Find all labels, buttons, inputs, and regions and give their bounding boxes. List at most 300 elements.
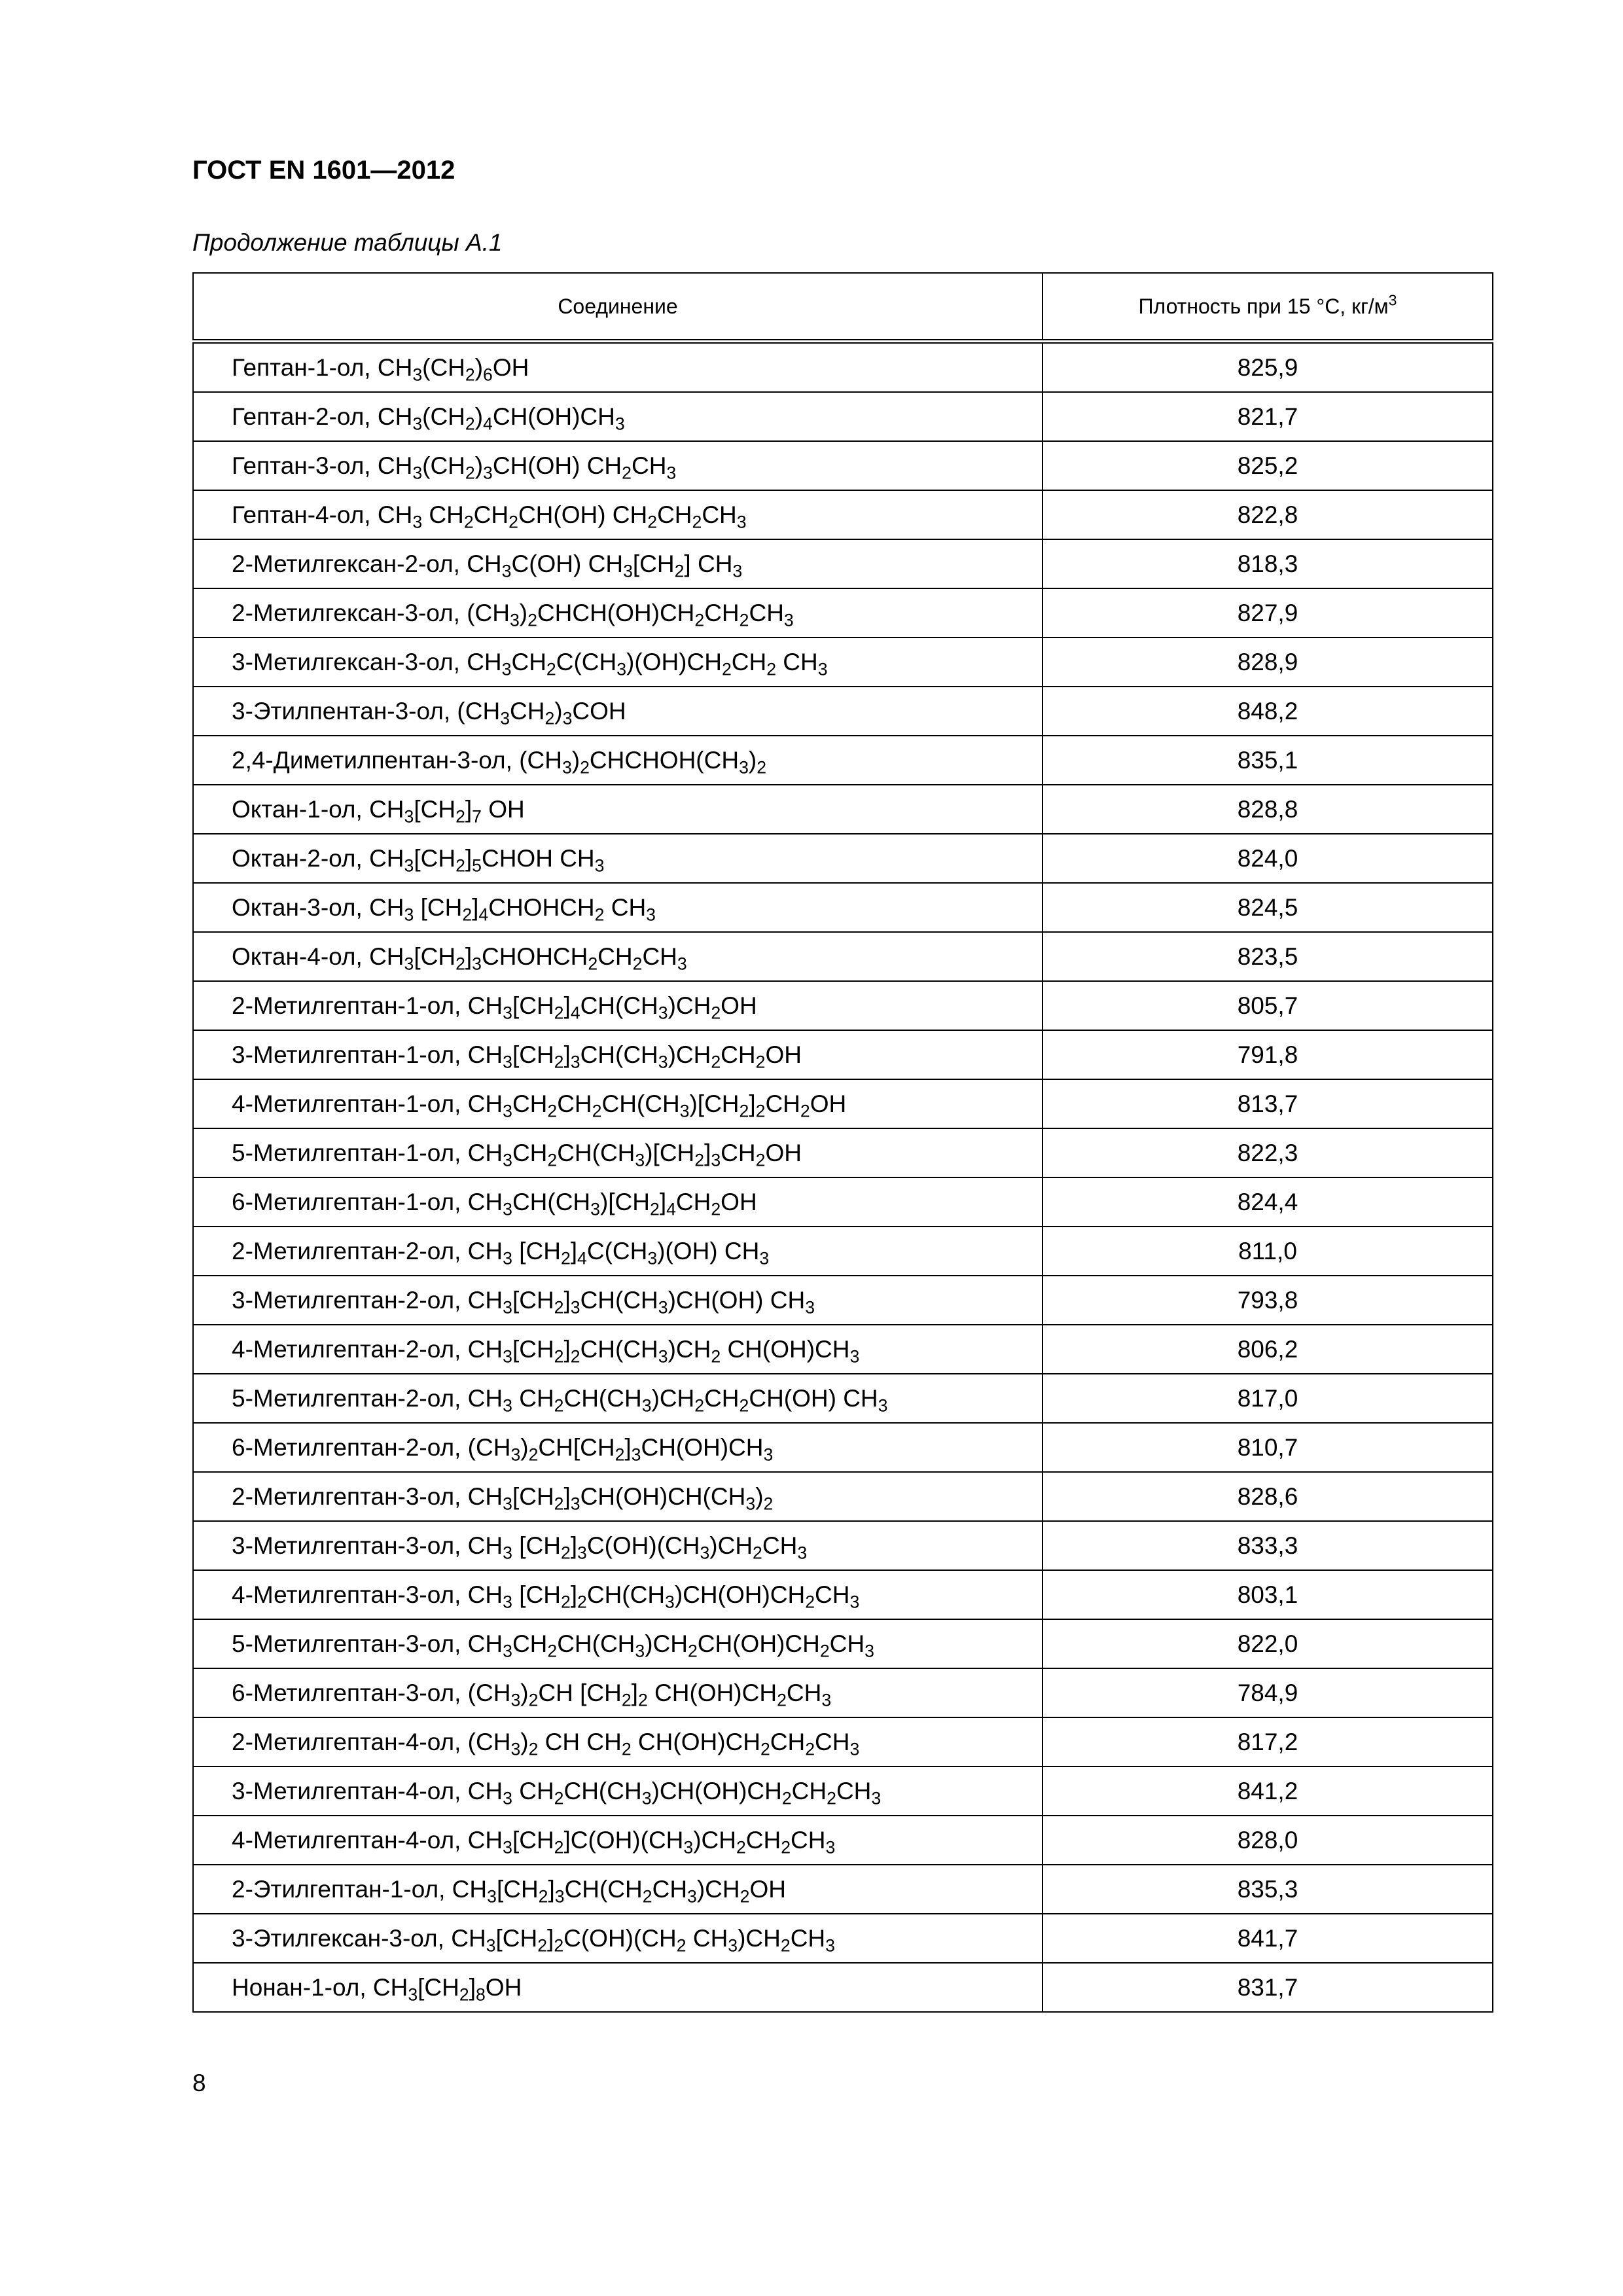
formula-subscript: 3 [503,1787,512,1808]
formula-text: CH [377,353,413,381]
density-value: 825,2 [1043,441,1493,490]
formula-text: ] [472,893,479,921]
table-body [193,342,1493,2013]
formula-text: CHCHOH(CH [589,746,740,774]
compound-formula [377,353,529,384]
compound-name: Нонан-1-ол, [232,1973,373,2001]
density-value: 828,9 [1043,637,1493,687]
density-value: 827,9 [1043,588,1493,637]
formula-subscript: 3 [683,1837,694,1857]
formula-subscript: 2 [650,1198,660,1219]
formula-text: CH [CH [538,1679,622,1706]
formula-subscript: 2 [554,1002,564,1022]
compound-name: 2-Метилгептан-1-ол, [232,992,468,1019]
formula-text: ] [749,1090,756,1117]
formula-text: ) [571,746,580,774]
formula-subscript: 2 [508,511,518,531]
formula-text: CH(OH)CH [647,1679,777,1706]
compound-name: Гептан-1-ол, [232,353,378,381]
formula-text: CH(CH [557,1139,635,1166]
formula-subscript: 3 [759,1247,770,1268]
formula-subscript: 3 [739,757,749,777]
formula-subscript: 3 [631,1444,641,1464]
formula-subscript: 3 [821,1689,832,1710]
compound-name: Октан-1-ол, [232,795,370,823]
formula-text: [CH [414,844,456,872]
density-value: 818,3 [1043,539,1493,588]
compound-formula [369,795,525,826]
formula-text: CHCH(OH)CH [537,599,695,626]
formula-text: CH(CH [580,1286,658,1314]
density-value: 835,1 [1043,736,1493,785]
density-value: 805,7 [1043,981,1493,1030]
table-row [193,1128,1493,1177]
formula-text: [CH [418,1973,459,2001]
formula-text: CH(OH) CH [492,452,622,479]
formula-text: (CH [467,1728,511,1755]
formula-text: CH [467,1777,503,1804]
compound-name: 6-Метилгептан-3-ол, [232,1679,468,1706]
table-row [193,1276,1493,1325]
formula-subscript: 3 [615,413,625,433]
formula-subscript: 2 [465,364,475,384]
formula-text: CH [467,1090,503,1117]
formula-subscript: 2 [694,1395,705,1415]
compound-cell [193,1472,1043,1521]
formula-subscript: 3 [865,1640,874,1660]
page-number: 8 [192,2070,206,2096]
formula-subscript: 2 [692,511,702,531]
formula-subscript: 2 [805,1738,815,1759]
formula-text: (CH [457,697,501,725]
formula-subscript: 2 [577,1591,587,1611]
compound-formula [369,942,687,973]
formula-subscript: 3 [501,560,512,581]
compound-cell [193,687,1043,736]
compound-formula [467,1041,802,1071]
formula-text: CH [770,1728,806,1755]
formula-subscript: 3 [503,1346,512,1366]
formula-subscript: 2 [528,1738,539,1759]
formula-subscript: 3 [687,1886,697,1906]
formula-text: CH [836,1777,872,1804]
formula-text: )CH [668,1041,711,1068]
density-value: 835,3 [1043,1865,1493,1914]
formula-subscript: 2 [462,904,473,924]
formula-text: CH [790,1924,826,1952]
formula-text: ] [563,992,571,1019]
table-caption: Продолжение таблицы А.1 [192,229,503,256]
formula-subscript: 3 [503,1198,512,1219]
formula-text: (CH [467,1679,511,1706]
formula-subscript: 3 [483,462,493,482]
formula-subscript: 2 [827,1787,836,1808]
formula-text: CH [686,1924,728,1952]
formula-subscript: 3 [404,953,414,973]
compound-name: 3-Метилгексан-3-ол, [232,648,467,675]
table-row [193,785,1493,834]
formula-subscript: 2 [755,1149,766,1170]
formula-text: CH(OH)CH [492,403,615,430]
density-value: 825,9 [1043,342,1493,393]
density-value: 803,1 [1043,1570,1493,1619]
formula-text: CH [791,1777,827,1804]
formula-subscript: 2 [721,658,732,679]
formula-subscript: 2 [739,1100,749,1121]
compound-formula [451,1924,835,1955]
density-value: 822,8 [1043,490,1493,539]
formula-text: CH [377,501,413,528]
compound-formula [519,746,767,777]
formula-subscript: 2 [554,1837,564,1857]
compound-cell [193,981,1043,1030]
formula-text: CH [597,942,633,970]
table-row [193,1374,1493,1423]
density-value: 841,7 [1043,1914,1493,1963]
formula-subscript: 2 [546,658,556,679]
compound-cell [193,1570,1043,1619]
formula-subscript: 3 [711,1149,721,1170]
formula-text: ) [748,746,757,774]
formula-subscript: 3 [745,1493,756,1513]
compound-name: 6-Метилгептан-1-ол, [232,1188,468,1215]
formula-subscript: 3 [658,1346,668,1366]
formula-text: CH [467,648,502,675]
density-value: 831,7 [1043,1963,1493,2012]
table-header-row [193,273,1493,342]
formula-text: ) [474,353,484,381]
density-value: 824,0 [1043,834,1493,883]
formula-subscript: 2 [554,1787,564,1808]
table-row [193,588,1493,637]
density-value: 823,5 [1043,932,1493,981]
formula-text: (CH [467,1433,511,1461]
formula-subscript: 3 [503,1051,512,1071]
formula-text: ] [563,1335,571,1363]
formula-subscript: 2 [554,1493,564,1513]
formula-text: CH [467,1335,503,1363]
formula-text: OH [481,795,525,823]
formula-text: ] [469,1973,476,2001]
formula-subscript: 3 [509,609,520,630]
density-value: 810,7 [1043,1423,1493,1472]
compound-formula [467,1777,882,1808]
formula-subscript: 3 [503,1837,512,1857]
formula-text: )CH [738,1924,781,1952]
formula-subscript: 2 [621,1738,632,1759]
compound-formula [467,1482,774,1513]
formula-subscript: 2 [763,1493,774,1513]
formula-text: COH [572,697,626,725]
formula-subscript: 3 [635,1640,645,1660]
formula-text: CH [702,501,737,528]
formula-subscript: 2 [687,1640,698,1660]
formula-text: [CH [512,1826,554,1854]
compound-name: 3-Метилгептан-3-ол, [232,1532,468,1559]
formula-text: ] [563,1286,571,1314]
formula-text: )[CH [689,1090,740,1117]
table-row [193,883,1493,932]
table-row [193,1227,1493,1276]
table-row [193,1030,1493,1079]
header-density-text: Плотность при 15 °С, кг/м [1138,294,1389,318]
formula-text: C(CH [556,648,617,675]
table-row [193,637,1493,687]
formula-text: [CH [414,893,463,921]
formula-text: CH [815,1581,850,1608]
compound-cell [193,1227,1043,1276]
formula-subscript: 6 [483,364,493,384]
formula-subscript: 2 [819,1640,830,1660]
compound-cell [193,1030,1043,1079]
formula-subscript: 3 [503,1149,512,1170]
formula-text: ) [520,1433,529,1461]
density-value: 811,0 [1043,1227,1493,1276]
formula-text: ] [563,1482,571,1510]
formula-subscript: 3 [825,1837,836,1857]
formula-text: ] [465,795,473,823]
formula-subscript: 3 [412,511,423,531]
table-row [193,1079,1493,1128]
compound-formula [467,1581,860,1611]
density-value: 806,2 [1043,1325,1493,1374]
formula-text: CH [791,1826,826,1854]
formula-subscript: 3 [472,953,482,973]
table-row [193,1177,1493,1227]
density-value: 824,5 [1043,883,1493,932]
formula-text: CH [786,1679,822,1706]
formula-text: [CH [495,1924,538,1952]
formula-text: )CH(OH)CH [674,1581,806,1608]
formula-subscript: 2 [766,658,777,679]
formula-subscript: 3 [763,1444,774,1464]
formula-subscript: 4 [478,904,489,924]
table-row [193,1619,1493,1668]
formula-text: CH [467,1581,503,1608]
compound-name: 3-Метилгептан-1-ол, [232,1041,468,1068]
formula-text: CH(CH [580,992,658,1019]
formula-text: CH(CH [601,1090,680,1117]
formula-subscript: 2 [676,1935,687,1955]
compound-cell [193,1717,1043,1767]
formula-text: CH [467,1286,503,1314]
compound-cell [193,1374,1043,1423]
compound-cell [193,1619,1043,1668]
formula-text: CH(CH [586,1581,666,1608]
compound-cell [193,736,1043,785]
compound-formula [377,452,677,482]
formula-subscript: 3 [665,1591,675,1611]
compound-formula [467,1532,808,1562]
density-value: 784,9 [1043,1668,1493,1717]
formula-text: CH [512,1384,554,1412]
formula-text: CH [467,1384,503,1412]
formula-subscript: 3 [805,1297,815,1317]
table-row [193,1472,1493,1521]
formula-text: CH(CH [564,1875,643,1903]
formula-subscript: 3 [510,1689,521,1710]
formula-text: (CH [519,746,562,774]
formula-text: CH(OH) CH [518,501,648,528]
formula-text: CH [422,501,464,528]
compound-formula [467,599,794,630]
formula-text: CH [704,1384,740,1412]
formula-text: ] [659,1188,667,1215]
formula-subscript: 2 [805,1591,815,1611]
formula-subscript: 2 [465,413,475,433]
table-row [193,1668,1493,1717]
formula-text: CHOHCH [488,893,595,921]
formula-subscript: 2 [736,1837,746,1857]
formula-subscript: 3 [412,462,423,482]
formula-subscript: 2 [780,1935,791,1955]
compound-cell [193,1423,1043,1472]
formula-text: ) [474,403,484,430]
formula-text: ] CH [684,550,733,577]
compound-formula [369,893,656,924]
formula-text: CH [652,1875,688,1903]
formula-subscript: 2 [592,1100,602,1121]
formula-text: CH [467,1237,503,1265]
compound-name: Октан-3-ол, [232,893,370,921]
formula-subscript: 3 [658,1297,668,1317]
formula-subscript: 2 [632,953,643,973]
formula-subscript: 2 [537,1935,548,1955]
table-row [193,490,1493,539]
formula-subscript: 2 [711,1002,721,1022]
formula-text: )CH(OH)CH [651,1777,782,1804]
compound-cell [193,1914,1043,1963]
formula-subscript: 2 [547,1100,558,1121]
table-row [193,342,1493,393]
formula-subscript: 3 [641,1787,652,1808]
compound-cell [193,883,1043,932]
formula-subscript: 3 [503,1100,512,1121]
formula-text: OH [765,1139,802,1166]
compound-name: Октан-2-ол, [232,844,370,872]
formula-subscript: 3 [404,806,414,826]
formula-text: ] [563,1041,571,1068]
compound-cell [193,834,1043,883]
formula-text: CH [762,1532,798,1559]
compound-formula [457,697,626,728]
formula-subscript: 3 [408,1984,418,2004]
formula-subscript: 3 [510,1444,521,1464]
density-table [192,272,1493,2013]
compound-formula [467,1286,815,1317]
formula-text: CH(CH [580,1335,658,1363]
formula-subscript: 2 [538,1886,548,1906]
formula-subscript: 3 [825,1935,835,1955]
formula-text: CH(CH [580,1041,658,1068]
compound-cell [193,1128,1043,1177]
formula-subscript: 3 [849,1591,860,1611]
table-row [193,1767,1493,1816]
formula-subscript: 2 [621,1689,632,1710]
formula-text: )[CH [599,1188,650,1215]
formula-subscript: 2 [740,1886,750,1906]
density-value: 833,3 [1043,1521,1493,1570]
formula-text: )CH [668,1335,711,1363]
formula-text: ] [465,844,473,872]
table-row [193,1963,1493,2012]
formula-text: [CH [414,795,456,823]
formula-text: C(CH [586,1237,648,1265]
formula-text: [CH [512,1335,554,1363]
compound-name: 4-Метилгептан-1-ол, [232,1090,468,1117]
compound-formula [369,844,605,875]
formula-text: OH [492,353,529,381]
compound-formula [467,1728,860,1759]
formula-subscript: 3 [412,364,423,384]
compound-name: 2-Метилгептан-2-ол, [232,1237,468,1265]
compound-cell [193,1816,1043,1865]
formula-subscript: 4 [570,1002,580,1022]
formula-subscript: 3 [412,413,423,433]
density-value: 821,7 [1043,392,1493,441]
formula-subscript: 2 [760,1738,770,1759]
compound-name: 2-Метилгептан-4-ол, [232,1728,468,1755]
compound-cell [193,1177,1043,1227]
formula-subscript: 2 [547,1640,558,1660]
density-value: 791,8 [1043,1030,1493,1079]
formula-text: CH(CH [512,1188,591,1215]
formula-subscript: 2 [711,1051,721,1071]
formula-subscript: 3 [700,1542,710,1562]
formula-subscript: 3 [554,1886,565,1906]
formula-subscript: 2 [615,1444,625,1464]
compound-name: Гептан-3-ол, [232,452,378,479]
compound-formula [467,550,743,581]
table-row [193,736,1493,785]
density-value: 822,0 [1043,1619,1493,1668]
formula-text: OH [721,992,757,1019]
formula-subscript: 2 [527,609,537,630]
formula-subscript: 2 [755,1051,766,1071]
formula-text: (CH [422,403,465,430]
compound-cell [193,441,1043,490]
formula-text: )(OH)CH [626,648,722,675]
compound-cell [193,1079,1043,1128]
formula-subscript: 2 [459,1984,469,2004]
table-row [193,441,1493,490]
formula-text: CH [467,550,502,577]
compound-formula [467,1188,757,1219]
formula-text: CH [721,1139,756,1166]
formula-text: CH(CH [563,1777,642,1804]
formula-subscript: 3 [646,904,656,924]
table-row [193,981,1493,1030]
formula-text: )(OH) CH [657,1237,760,1265]
formula-text: CH [704,599,740,626]
formula-subscript: 3 [666,462,677,482]
formula-text: ] [548,1875,555,1903]
density-value: 824,4 [1043,1177,1493,1227]
formula-subscript: 3 [783,609,794,630]
formula-subscript: 3 [500,708,510,728]
formula-subscript: 2 [781,1837,791,1857]
formula-subscript: 3 [878,1395,888,1415]
formula-text: CH [657,501,692,528]
formula-text: CH [467,1139,503,1166]
compound-formula [467,1826,836,1857]
formula-text: CH [467,1826,503,1854]
compound-formula [372,1973,522,2004]
formula-text: OH [765,1041,802,1068]
formula-subscript: 2 [711,1346,721,1366]
formula-subscript: 2 [528,1444,539,1464]
formula-text: [CH [632,550,675,577]
